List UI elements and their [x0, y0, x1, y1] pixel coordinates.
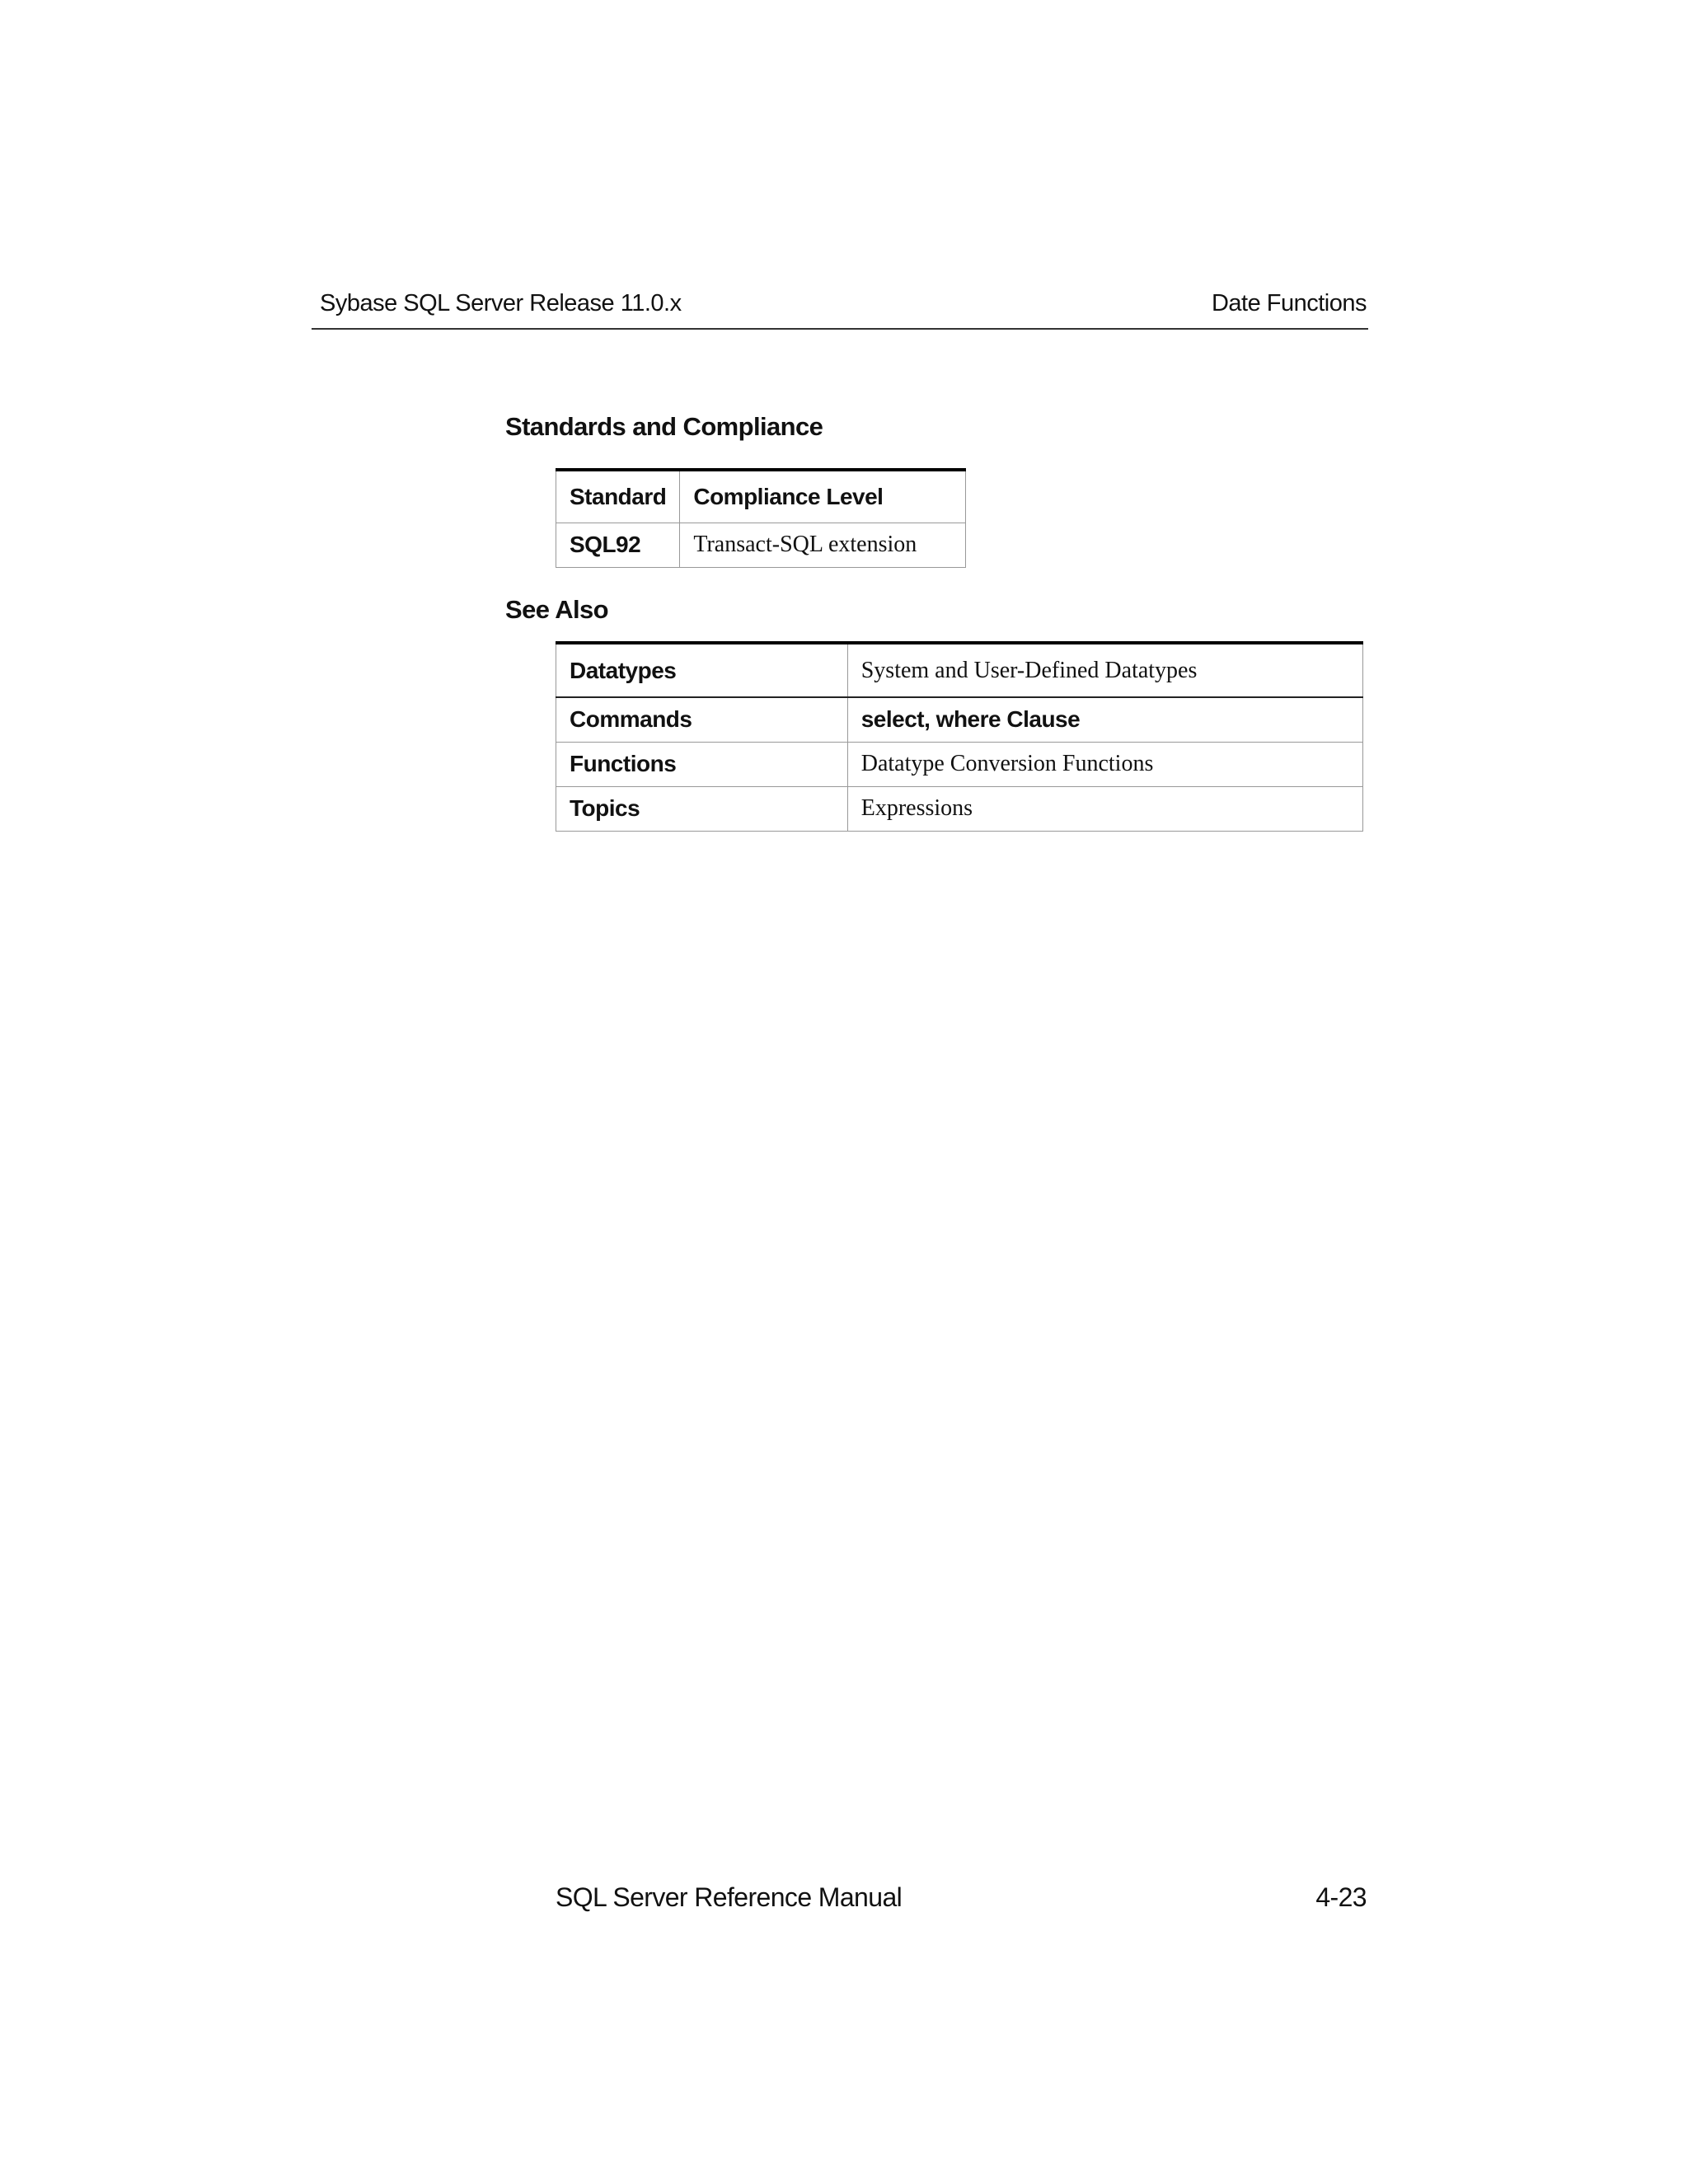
reference-link-functions[interactable]: Datatype Conversion Functions	[847, 742, 1362, 786]
standard-cell: SQL92	[556, 523, 680, 567]
reference-link-topics[interactable]: Expressions	[847, 786, 1362, 831]
footer-manual-title: SQL Server Reference Manual	[556, 1882, 903, 1912]
running-header-left: Sybase SQL Server Release 11.0.x	[320, 290, 682, 316]
table-row	[556, 523, 966, 567]
compliance-level-cell: Transact-SQL extension	[680, 523, 966, 567]
reference-link-datatypes[interactable]: System and User-Defined Datatypes	[847, 643, 1362, 697]
column-header-standard: Standard	[556, 470, 680, 523]
table-row	[556, 742, 1363, 786]
category-cell-commands: Commands	[556, 697, 848, 742]
category-cell-functions: Functions	[556, 742, 848, 786]
reference-link-commands[interactable]: select, where Clause	[847, 697, 1362, 742]
table-row	[556, 697, 1363, 742]
table-header-row	[556, 470, 966, 523]
section-heading-standards: Standards and Compliance	[505, 412, 823, 441]
table-row	[556, 786, 1363, 831]
compliance-table	[556, 468, 966, 568]
see-also-table	[556, 641, 1363, 832]
table-row	[556, 643, 1363, 697]
footer-page-number: 4-23	[1315, 1882, 1367, 1912]
running-header-right: Date Functions	[1211, 290, 1367, 316]
section-heading-see-also: See Also	[505, 595, 608, 624]
column-header-compliance-level: Compliance Level	[680, 470, 966, 523]
header-rule	[312, 328, 1368, 330]
category-cell-topics: Topics	[556, 786, 848, 831]
category-cell-datatypes: Datatypes	[556, 643, 848, 697]
